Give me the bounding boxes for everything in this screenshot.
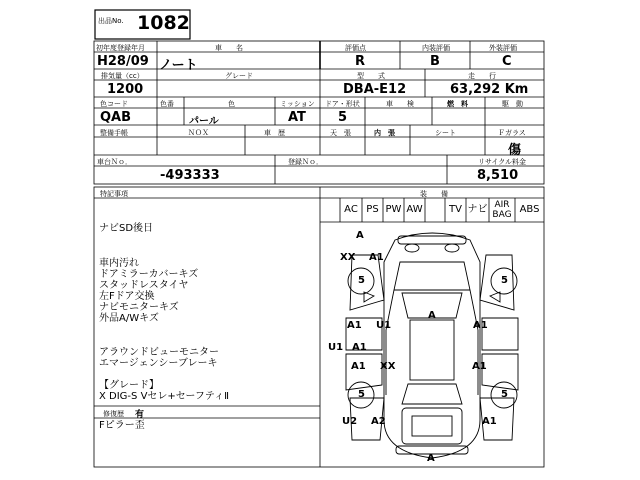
color-value: パール xyxy=(189,116,219,127)
repair-label: 修復歴 xyxy=(103,410,124,418)
mileage-label: 走 行 xyxy=(468,72,496,80)
door-label: ドア・形状 xyxy=(325,100,360,108)
damage-rear-corner: A1 xyxy=(482,416,497,427)
equip-ac: AC xyxy=(344,204,358,215)
chassis-no-value: -493333 xyxy=(160,168,220,183)
equip-tv: TV xyxy=(449,204,462,215)
equip-navi: ナビ xyxy=(467,204,488,215)
damage-front-left-a1: A1 xyxy=(369,252,384,263)
drive-label: 駆 動 xyxy=(502,100,523,108)
inspection-label: 車 検 xyxy=(386,100,414,108)
damage-left-door: A1 xyxy=(347,320,362,331)
remark-line: 左Fドア交換 xyxy=(99,291,155,302)
damage-left-pillar-a1: A1 xyxy=(352,342,367,353)
model-label: 型 式 xyxy=(357,72,385,80)
damage-rear-right: A1 xyxy=(472,361,487,372)
damage-roof: A xyxy=(428,310,436,321)
first-reg-value: H28/09 xyxy=(97,54,149,69)
displacement-label: 排気量（cc） xyxy=(101,72,144,80)
chassis-no-label: 車台Ｎｏ． xyxy=(97,158,132,166)
equip-ps: PS xyxy=(366,204,379,215)
repair-note: Fピラー歪 xyxy=(99,420,145,431)
remark-line: ナビモニターキズ xyxy=(99,302,179,313)
car-name-value: ノート xyxy=(159,58,198,73)
tire-front-right: 5 xyxy=(501,275,508,286)
door-value: 5 xyxy=(338,110,348,125)
score-label: 評価点 xyxy=(345,44,366,52)
mission-value: AT xyxy=(288,110,306,125)
remarks-label: 特記事項 xyxy=(100,190,128,198)
color-code-value: QAB xyxy=(100,110,132,125)
nox-label: ＮＯＸ xyxy=(188,129,209,137)
history-label: 車 歴 xyxy=(264,129,285,137)
remark-line: 外品A/Wキズ xyxy=(99,313,159,324)
tire-front-left: 5 xyxy=(358,275,365,286)
lot-number-label: 出品No. xyxy=(98,17,124,25)
damage-right-door: A1 xyxy=(473,320,488,331)
car-name-label: 車 名 xyxy=(215,44,243,52)
interior-label: 内装評価 xyxy=(422,44,450,52)
remark-line: ドアミラーカバーキズ xyxy=(99,269,199,280)
exterior-label: 外装評価 xyxy=(489,44,517,52)
seat-label: シート xyxy=(435,129,456,137)
displacement-value: 1200 xyxy=(107,82,144,97)
equip-pw: PW xyxy=(385,204,402,215)
remark-line: スタッドレスタイヤ xyxy=(99,280,189,291)
manual-label: 整備手帳 xyxy=(100,129,128,137)
color-no-label: 色番 xyxy=(160,100,174,108)
exterior-value: C xyxy=(502,54,512,69)
damage-rear-bumper: A xyxy=(427,453,435,464)
equip-airbag: AIR BAG xyxy=(492,200,512,220)
remark-line: 車内汚れ xyxy=(99,258,139,269)
damage-rear-u2: U2 xyxy=(342,416,358,427)
damage-front-left-xx: XX xyxy=(340,252,356,263)
mileage-value: 63,292 Km xyxy=(450,82,529,97)
equip-aw: AW xyxy=(406,204,423,215)
recycle-label: リサイクル料金 xyxy=(478,158,527,166)
grade-heading: 【グレード】 xyxy=(99,380,159,391)
tire-rear-left: 5 xyxy=(358,389,365,400)
grade-label: グレード xyxy=(225,72,253,80)
grade-value: X DIG-S Vセレ+セーフティⅡ xyxy=(99,391,230,402)
color-label: 色 xyxy=(228,100,235,108)
recycle-value: 8,510 xyxy=(477,168,519,183)
damage-rear-a2: A2 xyxy=(371,416,386,427)
damage-rear-xx: XX xyxy=(380,361,396,372)
remark-line: エマージェンシーブレーキ xyxy=(99,358,218,369)
damage-u1: U1 xyxy=(376,320,392,331)
model-value: DBA-E12 xyxy=(343,82,407,97)
equipment-label: 装 備 xyxy=(420,190,448,198)
mission-label: ミッション xyxy=(280,100,315,108)
roof-label: 天 張 xyxy=(330,129,351,137)
interior-trim-label: 内 張 xyxy=(374,129,395,137)
score-value: R xyxy=(355,54,366,69)
remark-line: アラウンドビューモニター xyxy=(99,347,219,358)
fuel-label: 燃 料 xyxy=(447,100,468,108)
lot-number: 1082 xyxy=(137,12,190,34)
f-glass-value: 傷 xyxy=(508,143,522,158)
damage-front: A xyxy=(356,230,364,241)
damage-left-pillar-u1: U1 xyxy=(328,342,344,353)
reg-no-label: 登録Ｎｏ． xyxy=(288,158,323,166)
color-code-label: 色コード xyxy=(100,100,128,108)
f-glass-label: Ｆガラス xyxy=(498,129,526,137)
tire-rear-right: 5 xyxy=(501,389,508,400)
remark-navi-sd: ナビSD後日 xyxy=(99,223,154,234)
equip-abs: ABS xyxy=(519,204,540,215)
damage-rear-left: A1 xyxy=(351,361,366,372)
first-reg-label: 初年度登録年月 xyxy=(96,44,145,52)
repair-value: 有 xyxy=(135,410,145,420)
interior-value: B xyxy=(430,54,440,69)
